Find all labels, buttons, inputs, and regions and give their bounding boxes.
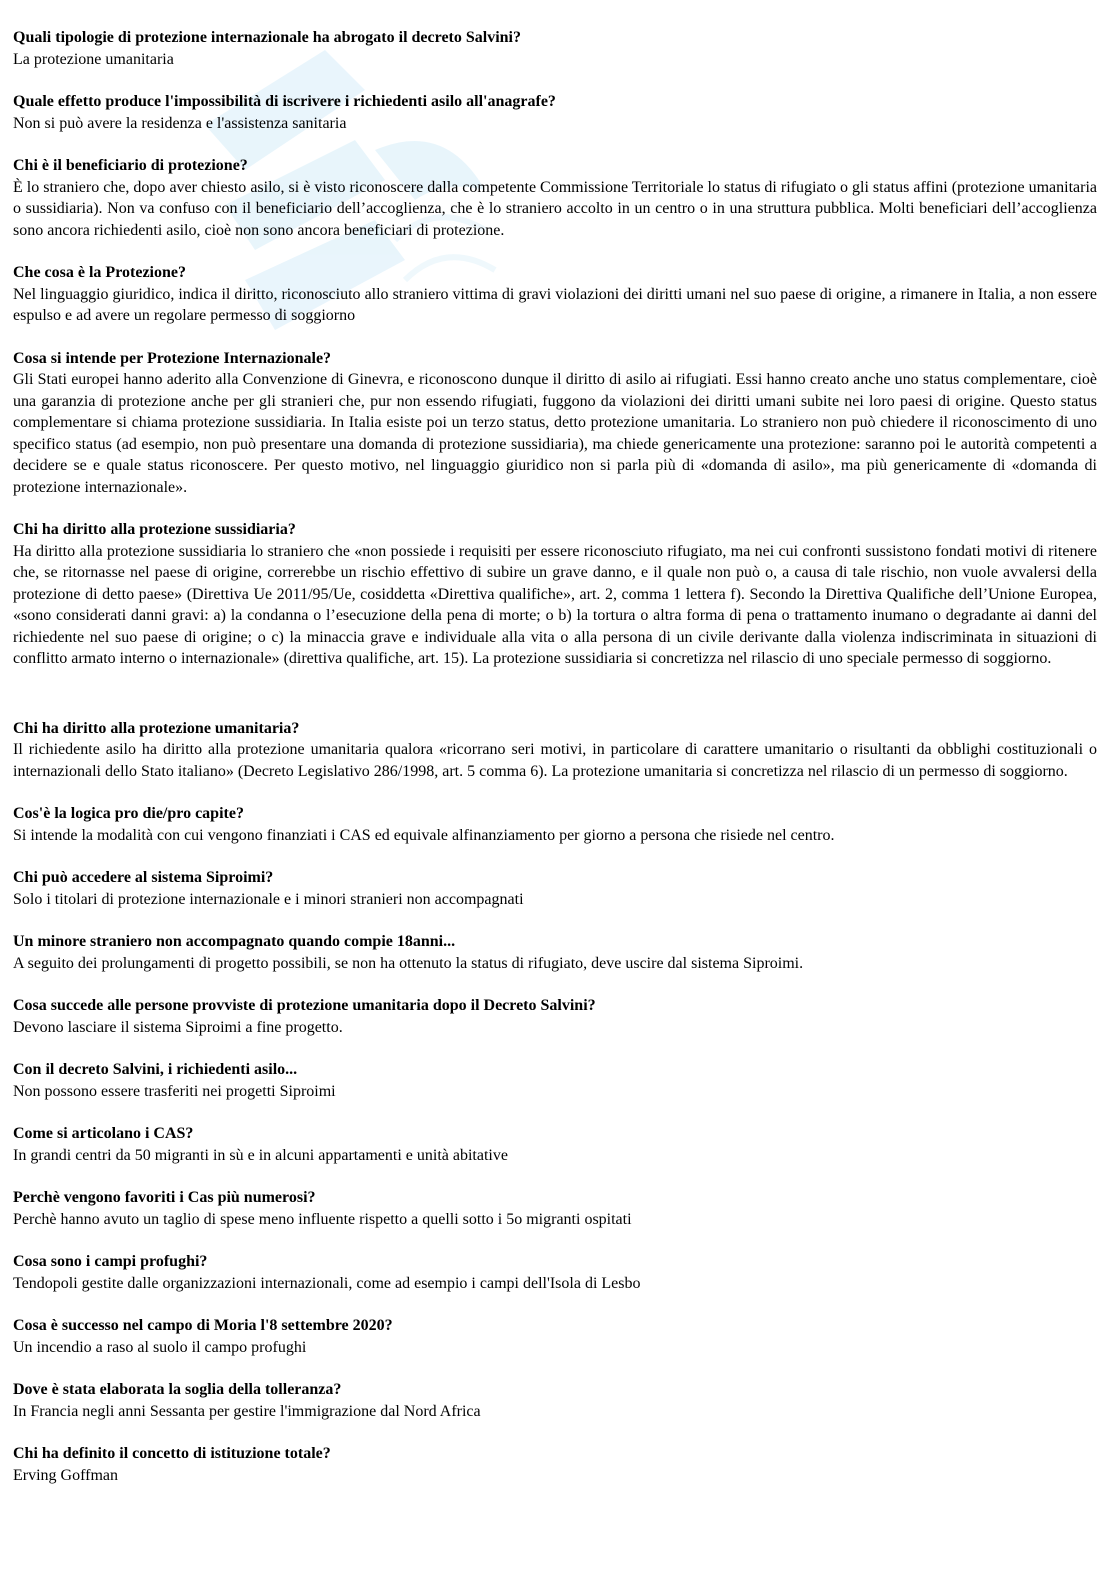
qa-item	[13, 931, 1097, 974]
answer: Tendopoli gestite dalle organizzazioni internazionali, come ad esempio i campi dell'Isola di Lesbo	[13, 1274, 641, 1292]
question: Chi può accedere al sistema Siproimi?	[13, 869, 274, 886]
qa-item	[13, 91, 1097, 134]
qa-item	[13, 1251, 1097, 1294]
question: Dove è stata elaborata la soglia della tolleranza?	[13, 1381, 342, 1398]
qa-item	[13, 27, 1097, 70]
answer: Non si può avere la residenza e l'assistenza sanitaria	[13, 114, 347, 132]
answer: Gli Stati europei hanno aderito alla Convenzione di Ginevra, e riconoscono dunque il diritto di asilo ai rifugiati. Essi hanno creato anche uno status complementare, cioè una garanzia di protezione anche per gli stranieri che, pur non essendo rifugiati, fuggono da violazioni dei diritti umani subite nei loro paesi di origine. Questo status complementare si chiama protezione sussidiaria. In Italia esiste poi un terzo status, detto protezione umanitaria. Lo straniero non può chiedere il riconoscimento di uno specifico status (ad esempio, non può presentare una domanda di protezione sussidiaria), ma chiede genericamente una protezione: saranno poi le autorità competenti a decidere se e quale status riconoscere. Per questo motivo, nel linguaggio giuridico non si parla più di «domanda di asilo», ma più genericamente di «domanda di protezione internazionale».	[13, 371, 1097, 496]
answer: Nel linguaggio giuridico, indica il diritto, riconosciuto allo straniero vittima di gravi violazioni dei diritti umani nel suo paese di origine, a rimanere in Italia, a non essere espulso e ad avere un regolare permesso di soggiorno	[13, 285, 1097, 324]
qa-item	[13, 1187, 1097, 1230]
question: Chi è il beneficiario di protezione?	[13, 157, 248, 174]
qa-item	[13, 262, 1097, 327]
question: Un minore straniero non accompagnato quando compie 18anni...	[13, 933, 456, 950]
question: Quali tipologie di protezione internazionale ha abrogato il decreto Salvini?	[13, 29, 521, 46]
qa-item	[13, 1379, 1097, 1422]
answer: La protezione umanitaria	[13, 50, 174, 68]
question: Cos'è la logica pro die/pro capite?	[13, 805, 244, 822]
question: Cosa si intende per Protezione Internazionale?	[13, 349, 332, 367]
answer: Si intende la modalità con cui vengono finanziati i CAS ed equivale alfinanziamento per giorno a persona che risiede nel centro.	[13, 826, 835, 844]
answer: Devono lasciare il sistema Siproimi a fine progetto.	[13, 1018, 343, 1036]
qa-item	[13, 1315, 1097, 1358]
answer: In grandi centri da 50 migranti in sù e in alcuni appartamenti e unità abitative	[13, 1146, 508, 1164]
question: Perchè vengono favoriti i Cas più numerosi?	[13, 1189, 316, 1206]
document-page	[13, 27, 1097, 1507]
qa-item	[13, 1059, 1097, 1102]
qa-item	[13, 1123, 1097, 1166]
answer: È lo straniero che, dopo aver chiesto asilo, si è visto riconoscere dalla competente Commissione Territoriale lo status di rifugiato o gli status affini (protezione umanitaria o sussidiaria). Non va confuso con il beneficiario dell’accoglienza, che è lo straniero accolto in un centro o in una struttura pubblica. Molti beneficiari dell’accoglienza sono ancora richiedenti asilo, cioè non sono ancora beneficiari di protezione.	[13, 178, 1097, 239]
qa-item	[13, 995, 1097, 1038]
question: Come si articolano i CAS?	[13, 1125, 194, 1142]
qa-item	[13, 348, 1097, 499]
question: Chi ha diritto alla protezione sussidiaria?	[13, 521, 296, 538]
qa-item	[13, 1443, 1097, 1486]
question: Cosa sono i campi profughi?	[13, 1253, 208, 1270]
answer: Non possono essere trasferiti nei progetti Siproimi	[13, 1082, 336, 1100]
answer: Solo i titolari di protezione internazionale e i minori stranieri non accompagnati	[13, 890, 524, 908]
answer: Erving Goffman	[13, 1466, 119, 1484]
question: Chi ha diritto alla protezione umanitaria?	[13, 719, 300, 737]
answer: Un incendio a raso al suolo il campo profughi	[13, 1338, 307, 1356]
qa-item	[13, 803, 1097, 846]
answer: Perchè hanno avuto un taglio di spese meno influente rispetto a quelli sotto i 5o migranti ospitati	[13, 1210, 632, 1228]
answer: A seguito dei prolungamenti di progetto possibili, se non ha ottenuto la status di rifugiato, deve uscire dal sistema Siproimi.	[13, 954, 804, 972]
question: Quale effetto produce l'impossibilità di iscrivere i richiedenti asilo all'anagrafe?	[13, 93, 556, 110]
question: Che cosa è la Protezione?	[13, 264, 186, 281]
qa-item	[13, 718, 1097, 783]
question: Cosa succede alle persone provviste di protezione umanitaria dopo il Decreto Salvini?	[13, 997, 596, 1014]
qa-item	[13, 155, 1097, 241]
question: Con il decreto Salvini, i richiedenti asilo...	[13, 1061, 298, 1078]
qa-item	[13, 519, 1097, 670]
question: Cosa è successo nel campo di Moria l'8 settembre 2020?	[13, 1317, 393, 1334]
qa-item	[13, 867, 1097, 910]
answer: In Francia negli anni Sessanta per gestire l'immigrazione dal Nord Africa	[13, 1402, 481, 1420]
question: Chi ha definito il concetto di istituzione totale?	[13, 1445, 331, 1462]
answer: Ha diritto alla protezione sussidiaria lo straniero che «non possiede i requisiti per essere riconosciuto rifugiato, ma nei cui confronti sussistono fondati motivi di ritenere che, se ritornasse nel paese di origine, correrebbe un rischio effettivo di subire un grave danno, e il quale non può o, a causa di tale rischio, non vuole avvalersi della protezione di detto paese» (Direttiva Ue 2011/95/Ue, cosiddetta «Direttiva qualifiche», art. 2, comma 1 lettera f). Secondo la Direttiva Qualifiche dell’Unione Europea, «sono considerati danni gravi: a) la condanna o l’esecuzione della pena di morte; o b) la tortura o altra forma di pena o trattamento inumano o degradante ai danni del richiedente nel suo paese di origine; o c) la minaccia grave e individuale alla vita o alla persona di un civile derivante dalla violenza indiscriminata in situazioni di conflitto armato interno o internazionale» (direttiva qualifiche, art. 15). La protezione sussidiaria si concretizza nel rilascio di uno speciale permesso di soggiorno.	[13, 542, 1097, 667]
answer: Il richiedente asilo ha diritto alla protezione umanitaria qualora «ricorrano seri motivi, in particolare di carattere umanitario o risultanti da obblighi costituzionali o internazionali dello Stato italiano» (Decreto Legislativo 286/1998, art. 5 comma 6). La protezione umanitaria si concretizza nel rilascio di un permesso di soggiorno.	[13, 741, 1097, 780]
